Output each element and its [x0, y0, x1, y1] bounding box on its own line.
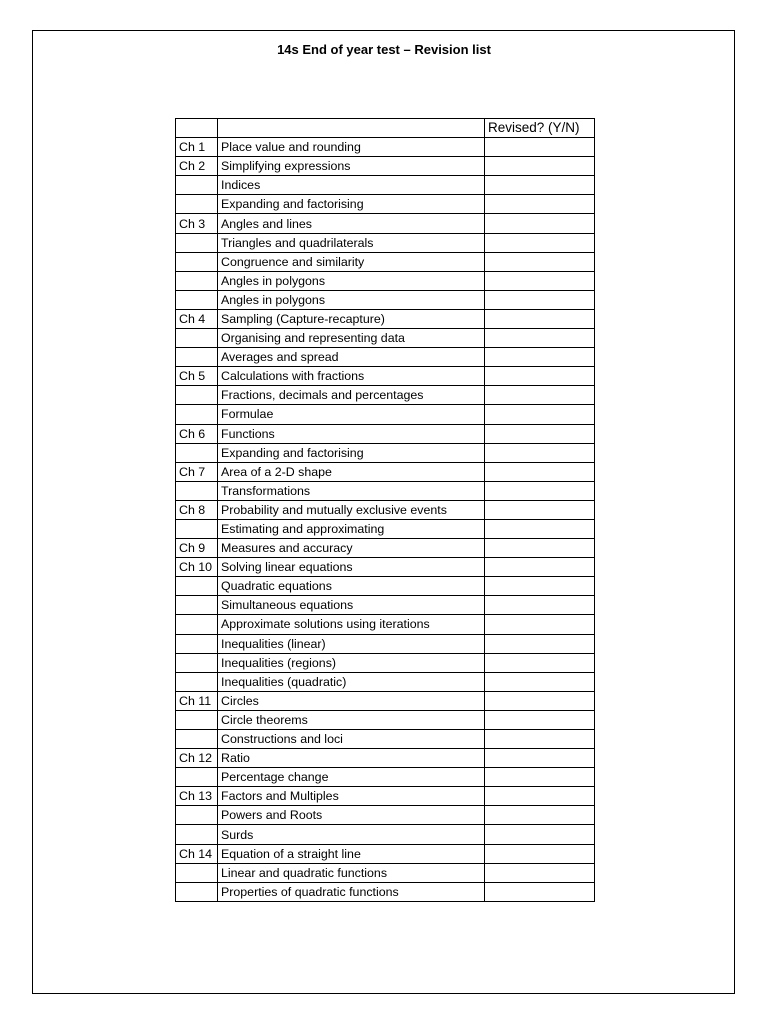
- table-row: [176, 596, 595, 615]
- chapter-cell: [176, 386, 218, 405]
- topic-cell: Equation of a straight line: [218, 844, 485, 863]
- topic-cell: Transformations: [218, 481, 485, 500]
- table-row: [176, 233, 595, 252]
- topic-cell: Inequalities (regions): [218, 653, 485, 672]
- chapter-cell: Ch 4: [176, 309, 218, 328]
- topic-cell: Ratio: [218, 749, 485, 768]
- chapter-cell: Ch 7: [176, 462, 218, 481]
- revised-cell[interactable]: [485, 653, 595, 672]
- table-row: [176, 424, 595, 443]
- revised-cell[interactable]: [485, 233, 595, 252]
- chapter-cell: [176, 271, 218, 290]
- chapter-cell: [176, 577, 218, 596]
- header-topic-cell: [218, 119, 485, 138]
- revised-cell[interactable]: [485, 367, 595, 386]
- table-row: [176, 329, 595, 348]
- chapter-cell: [176, 519, 218, 538]
- revised-cell[interactable]: [485, 882, 595, 901]
- revised-cell[interactable]: [485, 252, 595, 271]
- chapter-cell: [176, 615, 218, 634]
- table-header-row: [176, 119, 595, 138]
- revised-cell[interactable]: [485, 539, 595, 558]
- revised-cell[interactable]: [485, 462, 595, 481]
- revised-cell[interactable]: [485, 519, 595, 538]
- revised-cell[interactable]: [485, 749, 595, 768]
- revised-cell[interactable]: [485, 558, 595, 577]
- chapter-cell: [176, 348, 218, 367]
- topic-cell: Probability and mutually exclusive events: [218, 500, 485, 519]
- topic-cell: Expanding and factorising: [218, 195, 485, 214]
- chapter-cell: Ch 9: [176, 539, 218, 558]
- chapter-cell: Ch 3: [176, 214, 218, 233]
- revised-cell[interactable]: [485, 730, 595, 749]
- topic-cell: Powers and Roots: [218, 806, 485, 825]
- revised-cell[interactable]: [485, 577, 595, 596]
- chapter-cell: Ch 11: [176, 691, 218, 710]
- topic-cell: Sampling (Capture-recapture): [218, 309, 485, 328]
- revised-cell[interactable]: [485, 290, 595, 309]
- chapter-cell: Ch 12: [176, 749, 218, 768]
- chapter-cell: [176, 653, 218, 672]
- topic-cell: Inequalities (quadratic): [218, 672, 485, 691]
- table-row: [176, 405, 595, 424]
- table-row: [176, 691, 595, 710]
- table-row: [176, 271, 595, 290]
- table-row: [176, 367, 595, 386]
- table-row: [176, 863, 595, 882]
- topic-cell: Organising and representing data: [218, 329, 485, 348]
- table-row: [176, 882, 595, 901]
- chapter-cell: Ch 5: [176, 367, 218, 386]
- chapter-cell: Ch 1: [176, 138, 218, 157]
- revised-cell[interactable]: [485, 634, 595, 653]
- topic-cell: Congruence and similarity: [218, 252, 485, 271]
- table-row: [176, 825, 595, 844]
- chapter-cell: Ch 8: [176, 500, 218, 519]
- revised-cell[interactable]: [485, 863, 595, 882]
- table-row: [176, 195, 595, 214]
- topic-cell: Surds: [218, 825, 485, 844]
- table-row: [176, 348, 595, 367]
- table-row: [176, 519, 595, 538]
- chapter-cell: [176, 596, 218, 615]
- topic-cell: Averages and spread: [218, 348, 485, 367]
- revised-cell[interactable]: [485, 691, 595, 710]
- topic-cell: Constructions and loci: [218, 730, 485, 749]
- table-row: [176, 386, 595, 405]
- table-row: [176, 481, 595, 500]
- revised-cell[interactable]: [485, 443, 595, 462]
- chapter-cell: [176, 825, 218, 844]
- chapter-cell: [176, 806, 218, 825]
- table-row: [176, 844, 595, 863]
- topic-cell: Indices: [218, 176, 485, 195]
- table-row: [176, 500, 595, 519]
- topic-cell: Percentage change: [218, 768, 485, 787]
- chapter-cell: [176, 863, 218, 882]
- table-row: [176, 672, 595, 691]
- document-title: 14s End of year test – Revision list: [277, 42, 491, 57]
- topic-cell: Calculations with fractions: [218, 367, 485, 386]
- revised-cell[interactable]: [485, 329, 595, 348]
- topic-cell: Simultaneous equations: [218, 596, 485, 615]
- table-row: [176, 443, 595, 462]
- table-row: [176, 730, 595, 749]
- table-row: [176, 749, 595, 768]
- chapter-cell: [176, 405, 218, 424]
- table-row: [176, 634, 595, 653]
- table-row: [176, 768, 595, 787]
- topic-cell: Quadratic equations: [218, 577, 485, 596]
- topic-cell: Triangles and quadrilaterals: [218, 233, 485, 252]
- topic-cell: Properties of quadratic functions: [218, 882, 485, 901]
- revised-cell[interactable]: [485, 157, 595, 176]
- revised-cell[interactable]: [485, 176, 595, 195]
- table-row: [176, 710, 595, 729]
- revised-cell[interactable]: [485, 710, 595, 729]
- header-revised-cell: Revised? (Y/N): [485, 119, 595, 138]
- revised-cell[interactable]: [485, 386, 595, 405]
- chapter-cell: [176, 443, 218, 462]
- table-row: [176, 558, 595, 577]
- topic-cell: Circle theorems: [218, 710, 485, 729]
- chapter-cell: [176, 768, 218, 787]
- chapter-cell: Ch 14: [176, 844, 218, 863]
- revised-cell[interactable]: [485, 615, 595, 634]
- chapter-cell: [176, 195, 218, 214]
- topic-cell: Linear and quadratic functions: [218, 863, 485, 882]
- chapter-cell: [176, 730, 218, 749]
- chapter-cell: Ch 13: [176, 787, 218, 806]
- revised-cell[interactable]: [485, 348, 595, 367]
- revised-cell[interactable]: [485, 405, 595, 424]
- topic-cell: Fractions, decimals and percentages: [218, 386, 485, 405]
- chapter-cell: [176, 672, 218, 691]
- topic-cell: Measures and accuracy: [218, 539, 485, 558]
- revised-cell[interactable]: [485, 806, 595, 825]
- topic-cell: Expanding and factorising: [218, 443, 485, 462]
- revised-cell[interactable]: [485, 214, 595, 233]
- topic-cell: Formulae: [218, 405, 485, 424]
- chapter-cell: [176, 710, 218, 729]
- chapter-cell: Ch 6: [176, 424, 218, 443]
- topic-cell: Inequalities (linear): [218, 634, 485, 653]
- revised-cell[interactable]: [485, 672, 595, 691]
- revised-cell[interactable]: [485, 309, 595, 328]
- topic-cell: Factors and Multiples: [218, 787, 485, 806]
- topic-cell: Solving linear equations: [218, 558, 485, 577]
- table-row: [176, 214, 595, 233]
- table-row: [176, 653, 595, 672]
- topic-cell: Functions: [218, 424, 485, 443]
- revised-cell[interactable]: [485, 271, 595, 290]
- chapter-cell: [176, 233, 218, 252]
- revised-cell[interactable]: [485, 768, 595, 787]
- chapter-cell: [176, 481, 218, 500]
- revised-cell[interactable]: [485, 844, 595, 863]
- revised-cell[interactable]: [485, 825, 595, 844]
- table-row: [176, 615, 595, 634]
- revised-cell[interactable]: [485, 195, 595, 214]
- revised-cell[interactable]: [485, 787, 595, 806]
- topic-cell: Place value and rounding: [218, 138, 485, 157]
- chapter-cell: [176, 290, 218, 309]
- table-row: [176, 290, 595, 309]
- table-row: [176, 806, 595, 825]
- topic-cell: Approximate solutions using iterations: [218, 615, 485, 634]
- table-row: [176, 539, 595, 558]
- chapter-cell: [176, 176, 218, 195]
- table-row: [176, 787, 595, 806]
- chapter-cell: [176, 329, 218, 348]
- chapter-cell: [176, 252, 218, 271]
- topic-cell: Angles and lines: [218, 214, 485, 233]
- chapter-cell: [176, 634, 218, 653]
- table-row: [176, 157, 595, 176]
- revised-cell[interactable]: [485, 138, 595, 157]
- chapter-cell: [176, 882, 218, 901]
- topic-cell: Estimating and approximating: [218, 519, 485, 538]
- topic-cell: Simplifying expressions: [218, 157, 485, 176]
- table-row: [176, 309, 595, 328]
- topic-cell: Angles in polygons: [218, 290, 485, 309]
- table-row: [176, 138, 595, 157]
- topic-cell: Circles: [218, 691, 485, 710]
- table-row: [176, 462, 595, 481]
- revised-cell[interactable]: [485, 500, 595, 519]
- revised-cell[interactable]: [485, 481, 595, 500]
- chapter-cell: Ch 2: [176, 157, 218, 176]
- revised-cell[interactable]: [485, 596, 595, 615]
- topic-cell: Angles in polygons: [218, 271, 485, 290]
- revision-table: [175, 118, 595, 902]
- table-row: [176, 577, 595, 596]
- table-row: [176, 176, 595, 195]
- table-row: [176, 252, 595, 271]
- chapter-cell: Ch 10: [176, 558, 218, 577]
- topic-cell: Area of a 2-D shape: [218, 462, 485, 481]
- header-chapter-cell: [176, 119, 218, 138]
- revised-cell[interactable]: [485, 424, 595, 443]
